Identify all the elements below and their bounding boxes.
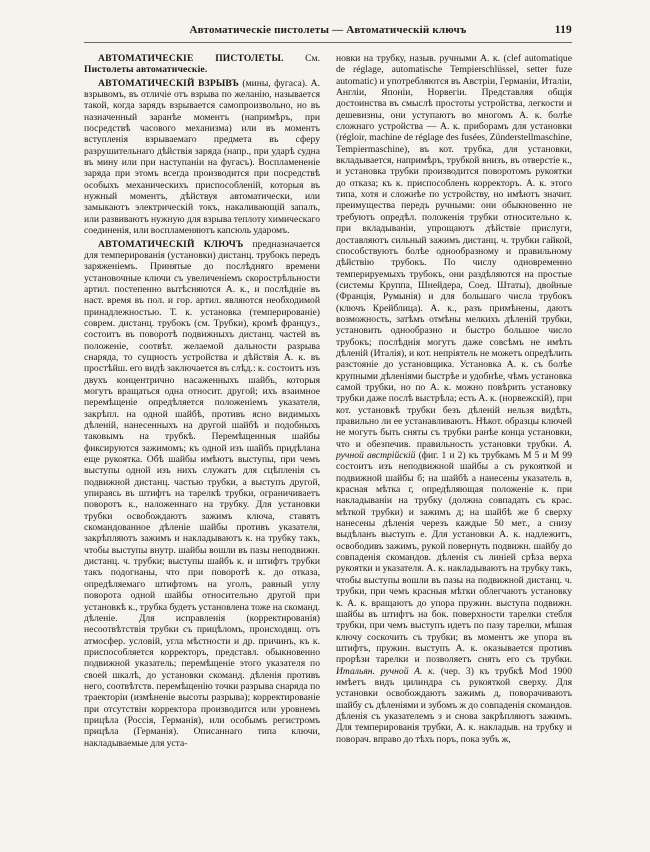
entry-heading: АВТОМАТИЧЕСКІЕ ПИСТОЛЕТЫ. xyxy=(98,53,284,64)
page-header-title: Автоматическіе пистолеты — Автоматическій ключъ xyxy=(189,24,467,36)
entry-text: новки на трубку, назыв. ручными А. к. (clef automatique de réglage, automatische Tempierschlüssel, setter fuze automatic) и употребляются въ Австріи, Германіи, Италіи, Англіи, Японіи, Норвегіи. Представляя общія достоинства въ смыслѣ простоты устройства, легкости и дешевизны, они уступаютъ во многомъ А. к. болѣе сложнаго устройства — А. к. приборамъ для установки (régloir, machine de réglage des fusées, Zünderstellmaschine, Tempiermaschine), въ кот. трубка, для установки, вкладывается, напримѣръ, трубкой внизъ, въ отверстіе к., и установка трубки производится поворотомъ рукоятки до отказа; къ к. приспособленъ корректоръ. А. к. этого типа, хотя и сложнѣе по устройству, но имѣютъ значит. преимущества передъ ручными: они обыкновенно не требуютъ опредѣл. положенія трубки относительно к. при вкладываніи, упрощаютъ дѣйствіе прислуги, доставляютъ сильный зажимъ дистанц. ч. трубки гайкой, способствуютъ болѣе однообразному и правильному дѣйствію трубокъ. По числу одновременно темперируемыхъ трубокъ, они раздѣляются на простые (системы Круппа, Шнейдера, Соед. Штаты), двойные (Франція, Румынія) и для большаго числа трубокъ (ключъ Крейблица). А. к., разъ примѣнены, даютъ возможность, затѣмъ отмѣны мелкихъ дѣленій трубки, установить однообразно и быстро большое число трубокъ; послѣднія могутъ даже совсѣмъ не имѣть дѣленій (Италія), и кот. непріятель не можетъ опредѣлить разстояніе до установщика. Установка А. к. съ болѣе крупными дѣленіями быстрѣе и удобнѣе, чѣмъ установка самой трубки, но по А. к. можно повѣрить установку трубки даже послѣ выстрѣла; есть А. к. (норвежскій), при кот. установкѣ трубки безъ дѣленій нельзя видѣть, правильно ли ее устанавливаютъ. Нѣкот. образцы ключей не могутъ быть сняты съ трубки ранѣе конца установки, что и обезпечив. правильность установки трубки. xyxy=(336,53,572,450)
entry-text: (мины, фугаса). А. взрывомъ, въ отличіе отъ взрыва по желанію, называется такой, когда зарядъ взрывается самопроизвольно, но въ назначенный заранѣе моментъ (напримѣръ, при посредствѣ часового механизма) или въ моментъ вступленія взрываемаго предмета въ сферу разрушительнаго дѣйствія заряда (напр., при ударѣ судна въ мину или при наступаніи на фугасъ). Воспламененіе заряда при этомъ всегда производится при посредствѣ особыхъ механическихъ приспособленій, которыя въ нужный моментъ, дѣйствуя автоматически, или замыкаютъ электрическій токъ, накаливающій запалъ, или развиваютъ нужную для взрыва теплоту химическаго соединенія, или воспламеняютъ капсюль ударомъ. xyxy=(84,77,321,237)
entry-text: (фиг. 1 и 2) къ трубкамъ М 5 и М 99 состоитъ изъ неподвижной шайбы а съ рукояткой и подвижной шайбы б; на шайбѣ а нанесены указатель в, красная мѣтка г, опредѣляющая положеніе к. при накладываніи на трубку (должна совпадать съ крас. мѣткой трубки) и зажимъ д; на шайбѣ же б сверху нанесены дѣленія черезъ каждые 50 мет., а снизу выдѣланъ выступъ е. Для установки А. к. надлежитъ, освободивъ зажимъ, рукой повернуть подвижн. шайбу до совпаденія скомандов. дѣленія съ линіей срѣза верха рукоятки и указателя. А. к. накладываютъ на трубку такъ, чтобы выступы вошли въ пазы на подвижной дистанц. ч. трубки, при чемъ красныя мѣтки облегчаютъ установку к. А. к. вращаютъ до упора пружин. выступа подвижн. шайбы въ штифтъ на бок. поверхности тарелки стебля трубки, при чемъ выступъ идетъ по пазу тарелки, мѣшая ключу соскочить съ трубки; въ моментъ же упора въ штифтъ, пружин. выступъ А. к. оказывается противъ прорѣзи тарелки и позволяетъ снять его съ трубки. xyxy=(336,450,572,666)
continuation-paragraph xyxy=(336,53,572,745)
entry-text: (чер. 3) къ трубкѣ Mod 1900 имѣетъ видъ цилиндра съ рукояткой сверху. Для установки освобождаютъ зажимъ д, поворачиваютъ шайбу съ дѣленіями и зубомъ ж до совпаденія скомандов. дѣленія съ указателемъ з и снова закрѣпляютъ зажимъ. Для темперированія трубки, А. к. накладыв. на трубку и поворач. вправо до тѣхъ поръ, пока зубъ ж, xyxy=(336,665,572,745)
right-column xyxy=(336,53,572,749)
subentry-italian-key: Итальян. ручной А. к. xyxy=(336,665,436,677)
cross-reference: Пистолеты автоматическіе. xyxy=(84,64,208,76)
text-columns xyxy=(84,53,572,749)
entry-text: предназначается для темперированія (установки) дистанц. трубокъ передъ заряженіемъ. Принятые до послѣдняго времени установочные ключи съ увеличеніемъ скорострѣльности артил. постепенно вытѣсняются А. к., и послѣдніе въ наст. время въ пол. и гор. артил. являются необходимой принадлежностью. Т. к. установка (темперированіе) соврем. дистанц. трубокъ (см. Трубки), кромѣ француз., состоитъ въ поворотѣ подвижныхъ дистанц. частей въ положеніе, соотвѣт. желаемой дальности разрыва снаряда, то сущность устройства и дѣйствія А. к. въ простѣйш. его видѣ заключается въ слѣд.: к. состоитъ изъ двухъ концентрично насаженныхъ шайбъ, которыя могутъ вращаться одна относит. другой; ихъ взаимное перемѣщеніе опредѣляется положеніемъ указателя, закрѣпл. на одной шайбѣ, противъ ясно видимыхъ дѣленій, нанесенныхъ на другой шайбѣ и подобныхъ таковымъ на трубкѣ. Перемѣщенныя шайбы фиксируются зажимомъ; къ одной изъ шайбъ придѣлана еще рукоятка. Обѣ шайбы имѣютъ выступы, при чемъ выступы одной изъ нихъ служатъ для сцѣпленія съ подвижной дистанц. частью трубки, а выступъ другой, упираясь въ штифтъ на тарелкѣ трубки, ограничиваетъ поворотъ к., наложеннаго на трубку. Для установки трубки освобождаютъ зажимъ ключа, ставятъ скомандованное дѣленіе шайбы противъ указателя, закрѣпляютъ зажимъ и накладываютъ к. на трубку такъ, чтобы выступы внутр. шайбы вошли въ пазы неподвижн. дистанц. ч. трубки; выступы шайбъ к. и штифтъ трубки такъ подогнаны, что при поворотѣ к. до отказа, опредѣляемаго штифтомъ на уголъ, равный углу поворота одной шайбы относительно другой при установкѣ к., трубка будетъ установлена тоже на скоманд. дѣленіе. Для исправленія (корректированія) несоотвѣтствія трубки съ прицѣломъ, происходящ. отъ атмосфер. условій, угла мѣстности и др. причинъ, къ к. приспособляется корректоръ, представл. обыкновенно подвижной указатель; перемѣщеніе этого указателя по своей шкалѣ, до установки скоманд. дѣленія противъ него, соотвѣтств. перемѣщенію точки разрыва снаряда по траекторіи (измѣненіе высоты разрыва); корректированіе при отсутствіи корректора производится или уровнемъ прицѣла (Россія, Германія), или особымъ регистромъ прицѣла (Германія). Описаннаго типа ключи, накладываемые для уста- xyxy=(84,238,321,749)
entry-heading: АВТОМАТИЧЕСКІЙ КЛЮЧЪ xyxy=(98,238,244,250)
running-head xyxy=(84,24,572,37)
entry-automatic-pistols xyxy=(84,53,320,76)
entry-heading: АВТОМАТИЧЕСКІЙ ВЗРЫВЪ xyxy=(98,77,239,89)
entry-automatic-explosion xyxy=(84,78,320,237)
entry-automatic-key xyxy=(84,239,320,749)
header-rule xyxy=(84,42,572,43)
entry-text: См. xyxy=(283,53,320,64)
left-column xyxy=(84,53,320,749)
page-number: 119 xyxy=(554,24,572,36)
subentry-austrian-key: А. ручной австрійскій xyxy=(336,438,572,462)
